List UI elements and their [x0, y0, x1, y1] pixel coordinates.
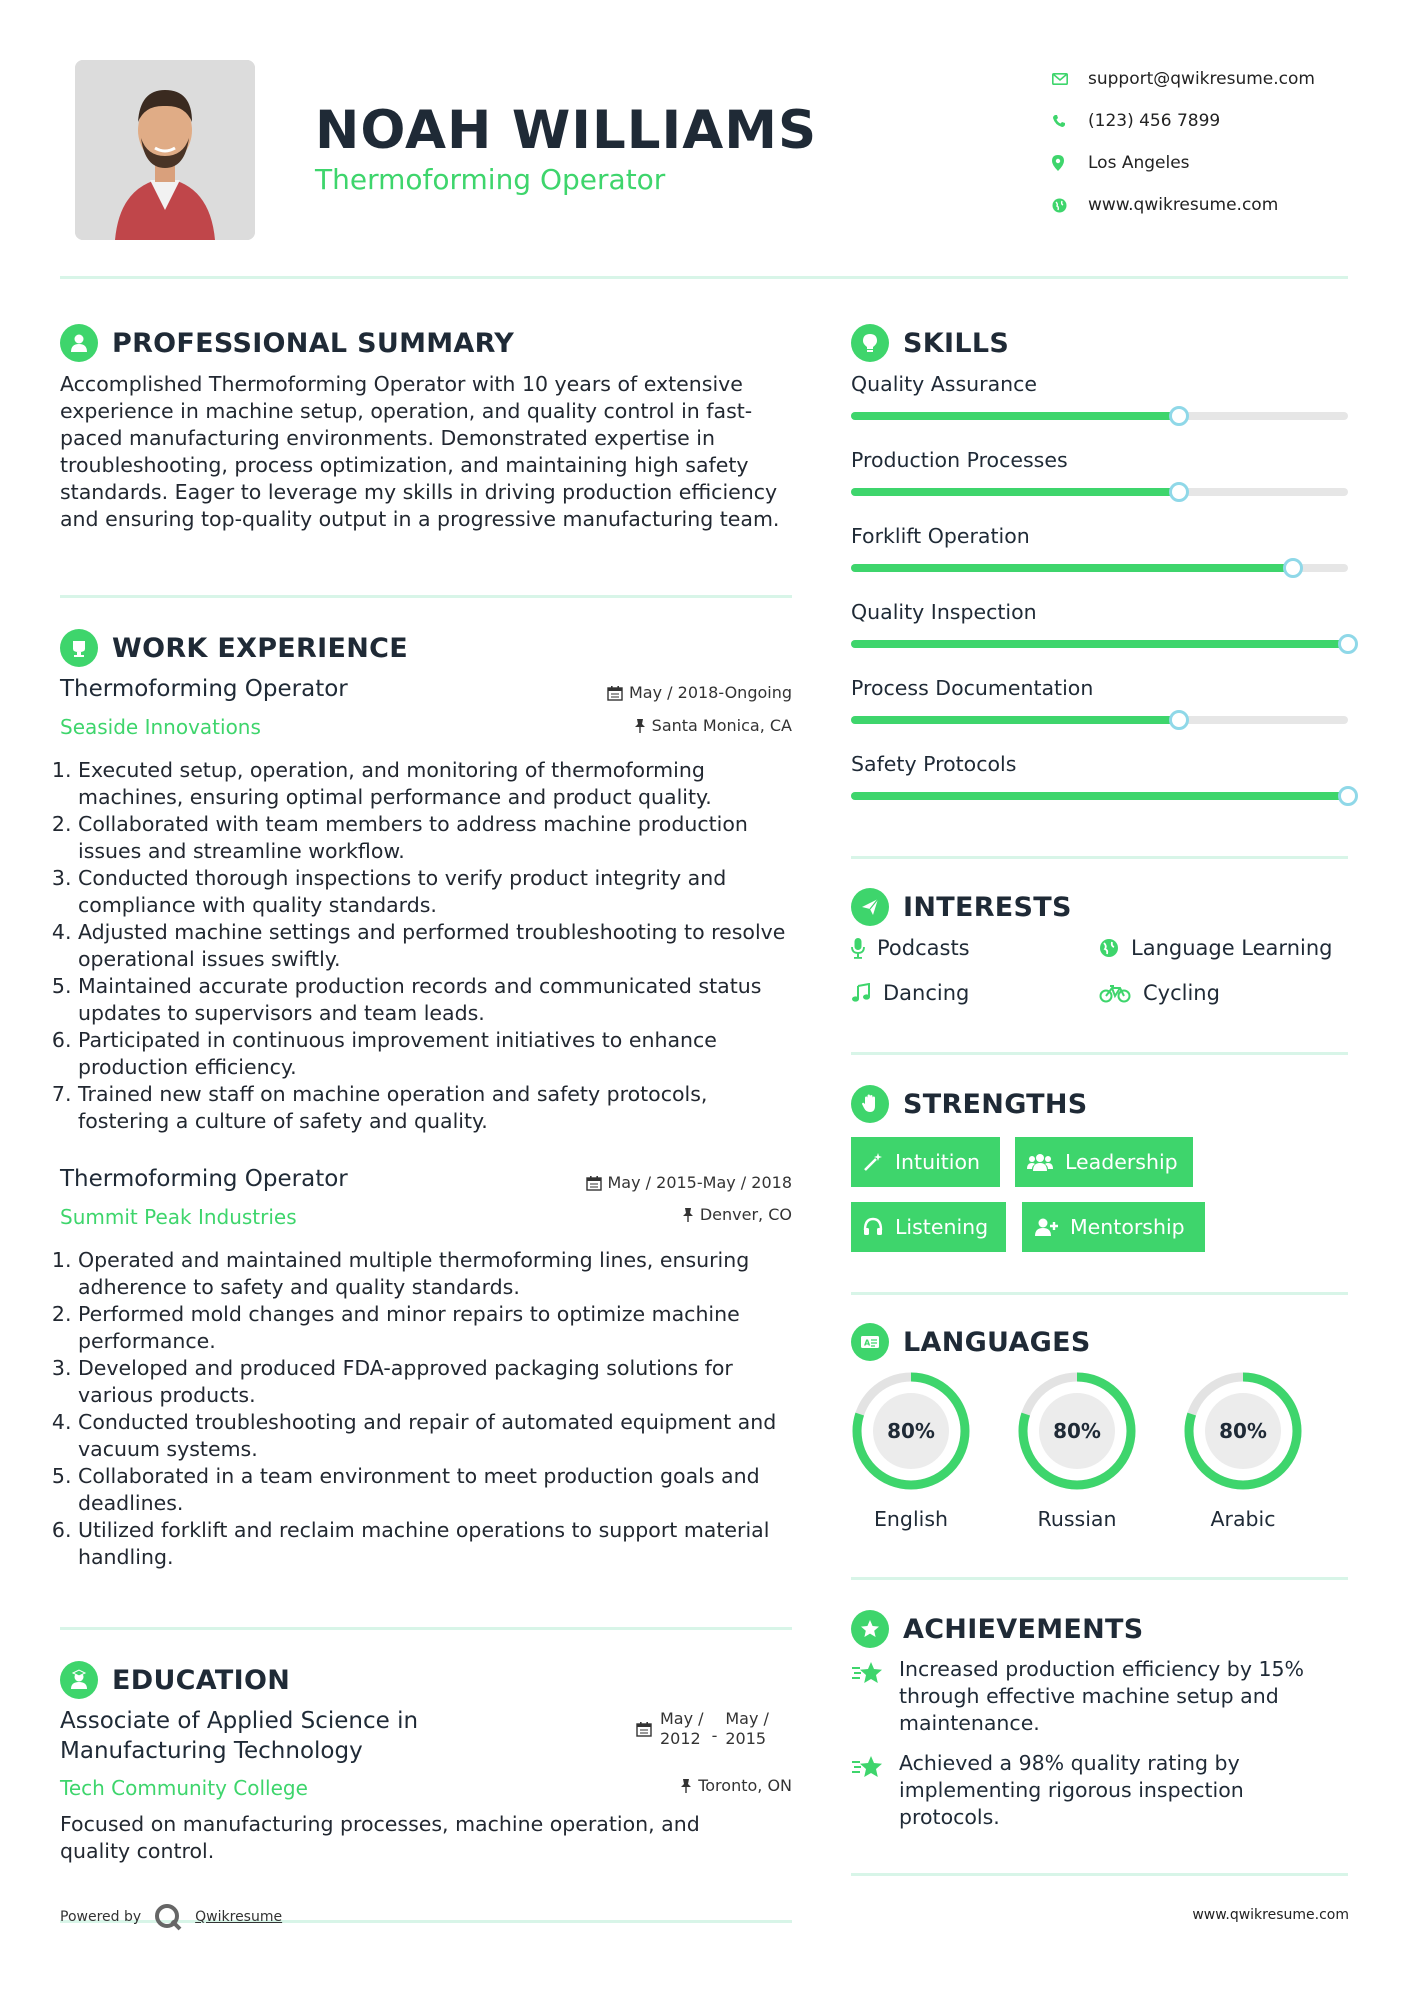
skill-bar-knob [1338, 786, 1358, 806]
interest-language-learning [1099, 936, 1332, 960]
skill-bar-knob [1169, 482, 1189, 502]
footer-powered-by-text: Powered by [60, 1909, 142, 1925]
job-2-title: Thermoforming Operator [60, 1166, 348, 1192]
skill-label: Forklift Operation [851, 524, 1030, 548]
job-2-duty-6: 6. Utilized forklift and reclaim machine operations to support material handling. [78, 1517, 798, 1571]
pushpin-icon [634, 718, 646, 734]
job-1-duties [78, 757, 798, 1135]
skill-bar-fill [851, 640, 1348, 648]
education-description: Focused on manufacturing processes, machine operation, and quality control. [60, 1812, 700, 1863]
footer-brand-link[interactable]: Qwikresume [195, 1909, 283, 1925]
education-heading-text: EDUCATION [112, 1664, 291, 1696]
languages-heading-text: LANGUAGES [903, 1326, 1091, 1358]
lightbulb-icon [851, 324, 889, 362]
strength-listening-label: Listening [895, 1215, 989, 1239]
job-1-duty-1: 1. Executed setup, operation, and monitoring of thermoforming machines, ensuring optimal performance and product quality. [78, 757, 798, 811]
language-card-icon [851, 1323, 889, 1361]
contact-location [1050, 142, 1370, 184]
job-1-duty-5: 5. Maintained accurate production records and communicated status updates to supervisors and team leads. [78, 973, 798, 1027]
calendar-icon [586, 1175, 602, 1191]
star-badge-icon [851, 1610, 889, 1648]
job-1-company: Seaside Innovations [60, 715, 261, 739]
user-plus-icon [1034, 1217, 1058, 1237]
interest-cycling-label: Cycling [1143, 981, 1220, 1005]
bicycle-icon [1099, 983, 1131, 1003]
envelope-icon [1050, 73, 1088, 85]
interest-podcasts-label: Podcasts [877, 936, 970, 960]
skill-label: Quality Assurance [851, 372, 1038, 396]
languages-divider [851, 1577, 1348, 1580]
job-1-dates-row [60, 683, 792, 713]
footer-powered-by [60, 1902, 282, 1932]
contact-website[interactable] [1050, 184, 1370, 226]
strengths-heading-text: STRENGTHS [903, 1088, 1088, 1120]
skill-bar-track [851, 640, 1348, 648]
pushpin-icon [680, 1778, 692, 1794]
candidate-title: Thermoforming Operator [315, 163, 666, 196]
contact-location-text: Los Angeles [1088, 153, 1190, 173]
trophy-star-icon [851, 1656, 885, 1737]
skill-bar-knob [1169, 406, 1189, 426]
job-2-duty-3: 3. Developed and produced FDA-approved packaging solutions for various products. [78, 1355, 798, 1409]
language-name: English [873, 1507, 949, 1531]
job-2-duty-1: 1. Operated and maintained multiple thermoforming lines, ensuring adherence to safety and quality standards. [78, 1247, 798, 1301]
summary-text: Accomplished Thermoforming Operator with 10 years of extensive experience in machine setup, operation, and quality control in fast-paced manufacturing environments. Demonstrated expertise in troubleshooting, process optimization, and maintaining high safety standards. Eager to leverage my skills in driving production efficiency and ensuring top-quality output in a progressive manufacturing team. [60, 372, 780, 531]
qwikresume-logo-icon [153, 1902, 183, 1932]
skill-label: Safety Protocols [851, 752, 1017, 776]
achievements-divider [851, 1873, 1348, 1876]
job-2-duty-5: 5. Collaborated in a team environment to meet production goals and deadlines. [78, 1463, 798, 1517]
education-location [680, 1776, 792, 1795]
experience-heading [60, 629, 408, 667]
language-percent: 80% [1053, 1419, 1101, 1443]
job-2-company: Summit Peak Industries [60, 1205, 297, 1229]
microphone-icon [851, 937, 865, 959]
education-heading [60, 1661, 290, 1699]
summary-heading-text: PROFESSIONAL SUMMARY [112, 327, 515, 359]
job-2-dates-row [60, 1173, 792, 1203]
headphones-icon [863, 1217, 883, 1237]
skills-divider [851, 856, 1348, 859]
interest-dancing [851, 981, 969, 1005]
job-2-dates [586, 1173, 793, 1192]
job-2-location-row [60, 1205, 792, 1235]
contact-phone-text: (123) 456 7899 [1088, 111, 1221, 131]
strengths-divider [851, 1292, 1348, 1295]
skill-bar-track [851, 412, 1348, 420]
strength-intuition-label: Intuition [895, 1150, 981, 1174]
interests-heading [851, 888, 1072, 926]
education-date-sep: - [711, 1726, 718, 1745]
achievement-1-text: Increased production efficiency by 15% through effective machine setup and maintenance. [899, 1657, 1305, 1735]
skills-heading [851, 324, 1009, 362]
education-date-start [660, 1709, 704, 1749]
achievements-heading [851, 1610, 1144, 1648]
interest-cycling [1099, 981, 1220, 1005]
profile-photo [75, 60, 255, 240]
skill-bar-knob [1338, 634, 1358, 654]
contact-phone[interactable] [1050, 100, 1370, 142]
education-school: Tech Community College [60, 1776, 308, 1800]
contact-email-text: support@qwikresume.com [1088, 69, 1315, 89]
language-name: Russian [1037, 1507, 1117, 1531]
language-ring [849, 1369, 973, 1493]
user-icon [60, 324, 98, 362]
job-1-duty-2: 2. Collaborated with team members to address machine production issues and streamline workflow. [78, 811, 798, 865]
experience-divider [60, 1627, 792, 1630]
language-percent: 80% [1219, 1419, 1267, 1443]
phone-icon [1050, 114, 1088, 128]
trophy-star-icon [851, 1750, 885, 1831]
globe-icon [1050, 198, 1088, 213]
svg-text:A: A [864, 1338, 871, 1348]
map-pin-icon [1050, 155, 1088, 171]
job-2-location [682, 1205, 792, 1224]
language-name: Arabic [1210, 1507, 1276, 1531]
footer-website[interactable]: www.qwikresume.com [1192, 1907, 1349, 1923]
skill-bar-knob [1169, 710, 1189, 730]
skill-bar-track [851, 792, 1348, 800]
strength-mentorship [1022, 1202, 1205, 1252]
skill-label: Quality Inspection [851, 600, 1037, 624]
strength-leadership-label: Leadership [1065, 1150, 1178, 1174]
graduate-icon [60, 1661, 98, 1699]
contact-website-text: www.qwikresume.com [1088, 195, 1279, 215]
job-2-duty-4: 4. Conducted troubleshooting and repair of automated equipment and vacuum systems. [78, 1409, 798, 1463]
music-note-icon [851, 983, 871, 1003]
profile-photo-image [75, 60, 255, 240]
calendar-icon [607, 685, 623, 701]
globe-icon [1099, 938, 1119, 958]
strength-mentorship-label: Mentorship [1070, 1215, 1185, 1239]
education-location-text: Toronto, ON [698, 1776, 792, 1795]
skill-bar-fill [851, 412, 1179, 420]
job-1-location [634, 716, 792, 735]
job-2-duties [78, 1247, 798, 1571]
achievement-item [851, 1656, 1351, 1737]
job-1-location-text: Santa Monica, CA [651, 716, 792, 735]
language-percent: 80% [887, 1419, 935, 1443]
job-1-location-row [60, 716, 792, 746]
summary-divider [60, 595, 792, 598]
strength-listening [851, 1202, 1006, 1252]
job-1-title: Thermoforming Operator [60, 676, 348, 702]
degree-line-2: Manufacturing Technology [60, 1738, 363, 1764]
language-item [1181, 1369, 1305, 1531]
candidate-name: NOAH WILLIAMS [315, 100, 818, 161]
language-item [849, 1369, 973, 1531]
achievement-2-text: Achieved a 98% quality rating by implementing rigorous inspection protocols. [899, 1751, 1244, 1829]
skill-bar-track [851, 564, 1348, 572]
job-2-dates-text: May / 2015-May / 2018 [607, 1173, 792, 1192]
job-2-duty-2: 2. Performed mold changes and minor repairs to optimize machine performance. [78, 1301, 798, 1355]
education-date-end-year: 2015 [725, 1729, 767, 1748]
degree-line-1: Associate of Applied Science in [60, 1708, 419, 1734]
language-ring [1181, 1369, 1305, 1493]
skill-bar-knob [1283, 558, 1303, 578]
skill-bar-track [851, 488, 1348, 496]
job-1-dates-text: May / 2018-Ongoing [629, 683, 792, 702]
summary-heading [60, 324, 514, 362]
languages-heading [851, 1323, 1091, 1361]
skill-bar-fill [851, 716, 1179, 724]
language-item [1015, 1369, 1139, 1531]
interest-podcasts [851, 936, 970, 960]
skill-label: Production Processes [851, 448, 1068, 472]
education-location-row [60, 1776, 792, 1806]
calendar-icon [636, 1721, 652, 1737]
education-date-start-year: 2012 [660, 1729, 701, 1748]
education-dates [636, 1709, 769, 1749]
education-date-end-month: May / [725, 1709, 769, 1728]
interests-heading-text: INTERESTS [903, 891, 1072, 923]
hand-icon [851, 1085, 889, 1123]
achievements-heading-text: ACHIEVEMENTS [903, 1613, 1144, 1645]
job-1-duty-7: 7. Trained new staff on machine operation and safety protocols, fostering a culture of safety and quality. [78, 1081, 798, 1135]
strength-intuition [851, 1137, 1000, 1187]
strength-leadership [1015, 1137, 1193, 1187]
job-2-location-text: Denver, CO [699, 1205, 792, 1224]
skill-bar-fill [851, 564, 1293, 572]
job-1-duty-3: 3. Conducted thorough inspections to verify product integrity and compliance with quality standards. [78, 865, 798, 919]
job-1-duty-4: 4. Adjusted machine settings and performed troubleshooting to resolve operational issues swiftly. [78, 919, 798, 973]
skill-bar-fill [851, 792, 1348, 800]
skill-label: Process Documentation [851, 676, 1094, 700]
job-1-duty-6: 6. Participated in continuous improvement initiatives to enhance production efficiency. [78, 1027, 798, 1081]
interest-language-learning-label: Language Learning [1131, 936, 1333, 960]
job-1-dates [607, 683, 792, 702]
interest-dancing-label: Dancing [883, 981, 970, 1005]
briefcase-icon [60, 629, 98, 667]
education-date-end [725, 1709, 769, 1749]
education-date-start-month: May / [660, 1709, 704, 1728]
paper-plane-icon [851, 888, 889, 926]
skills-heading-text: SKILLS [903, 327, 1010, 359]
language-ring [1015, 1369, 1139, 1493]
skill-bar-track [851, 716, 1348, 724]
skill-bar-fill [851, 488, 1179, 496]
magic-wand-icon [863, 1152, 883, 1172]
achievement-item [851, 1750, 1351, 1831]
users-icon [1027, 1152, 1053, 1172]
contact-block [1050, 58, 1370, 226]
contact-email[interactable] [1050, 58, 1370, 100]
experience-heading-text: WORK EXPERIENCE [112, 632, 408, 664]
strengths-heading [851, 1085, 1088, 1123]
pushpin-icon [682, 1207, 694, 1223]
header-divider [60, 276, 1348, 279]
interests-divider [851, 1052, 1348, 1055]
